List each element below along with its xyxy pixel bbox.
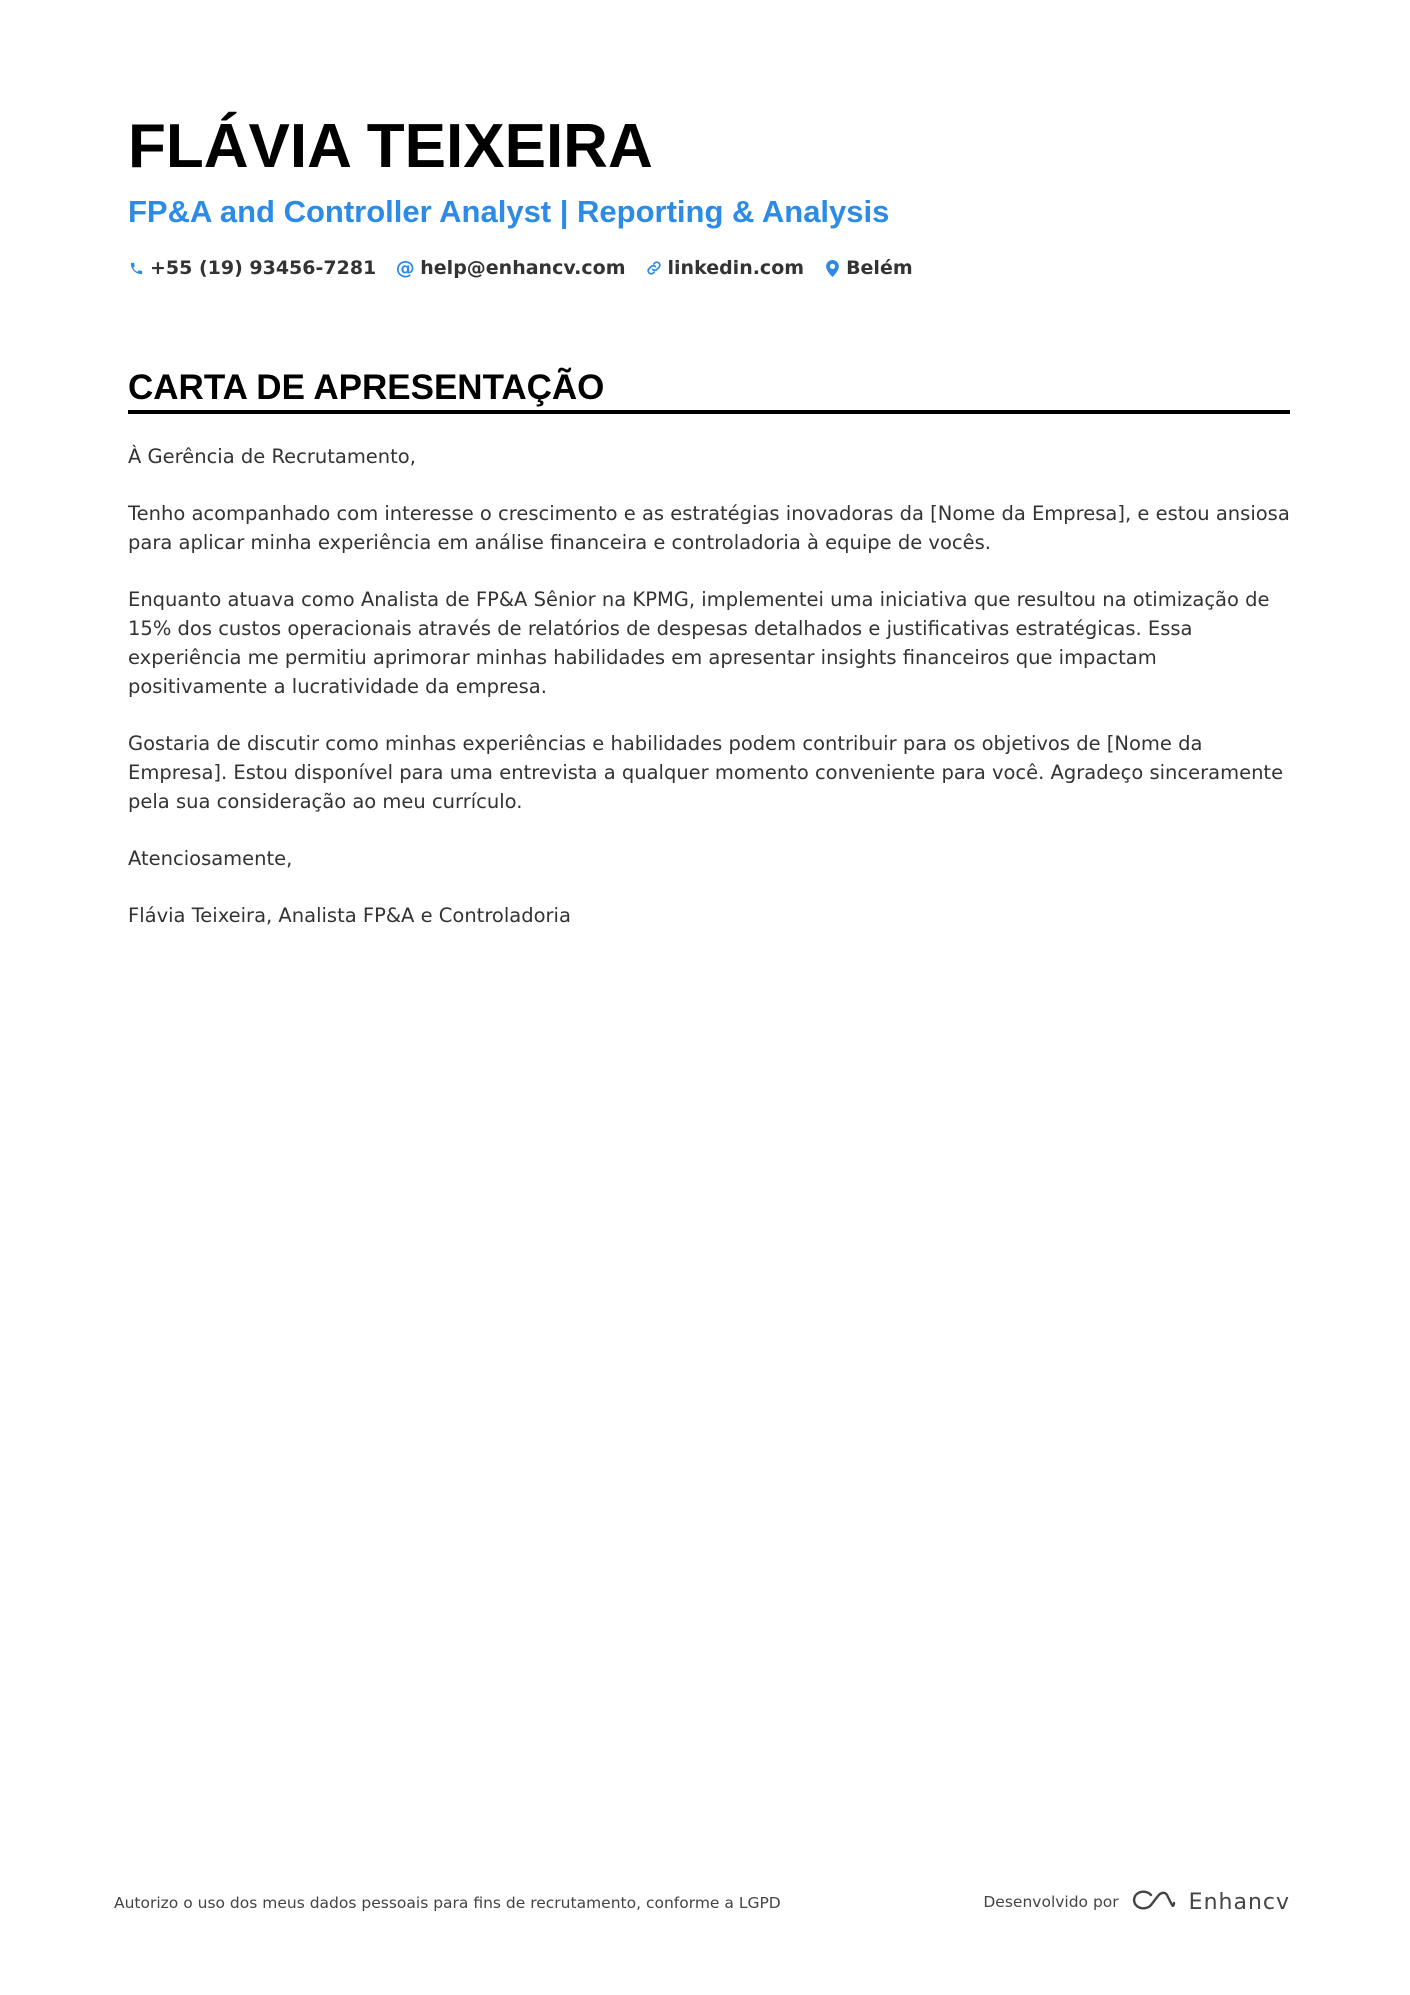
contact-info [128, 253, 913, 283]
enhancv-brand: Enhancv [1188, 1889, 1290, 1915]
letter-signature: Flávia Teixeira, Analista FP&A e Controladoria [128, 904, 571, 927]
candidate-headline: FP&A and Controller Analyst | Reporting & Analysis [128, 194, 890, 229]
letter-salutation: À Gerência de Recrutamento, [128, 445, 416, 468]
contact-email-text: help@enhancv.com [420, 257, 626, 279]
consent-note: Autorizo o uso dos meus dados pessoais para fins de recrutamento, conforme a LGPD [114, 1894, 781, 1912]
letter-paragraph: Gostaria de discutir como minhas experiências e habilidades podem contribuir para os objetivos de [Nome da Empresa]. Estou disponível para uma entrevista a qualquer momento conveniente para você. Agradeço sinceramente pela sua consideração ao meu currículo. [128, 732, 1284, 813]
letter-closing: Atenciosamente, [128, 847, 293, 870]
phone-icon [128, 258, 144, 278]
contact-phone-text: +55 (19) 93456-7281 [150, 257, 377, 279]
section-divider [128, 410, 1290, 414]
powered-by-label: Desenvolvido por [983, 1893, 1119, 1911]
contact-location [824, 257, 913, 279]
letter-paragraph: Enquanto atuava como Analista de FP&A Sênior na KPMG, implementei uma iniciativa que resultou na otimização de 15% dos custos operacionais através de relatórios de despesas detalhados e justificativas estratégicas. Essa experiência me permitiu aprimorar minhas habilidades em apresentar insights financeiros que impactam positivamente a lucratividade da empresa. [128, 588, 1270, 698]
candidate-name: FLÁVIA TEIXEIRA [128, 112, 653, 181]
enhancv-logo-icon [1131, 1888, 1177, 1916]
section-title: CARTA DE APRESENTAÇÃO [128, 368, 605, 407]
letter-body [128, 442, 1290, 958]
contact-email[interactable] [396, 257, 625, 279]
contact-linkedin[interactable] [646, 257, 805, 279]
link-icon [646, 258, 662, 278]
contact-phone[interactable] [128, 257, 376, 279]
contact-location-text: Belém [846, 257, 913, 279]
powered-by[interactable] [983, 1886, 1290, 1918]
contact-linkedin-text: linkedin.com [667, 257, 805, 279]
location-pin-icon [824, 258, 840, 278]
letter-paragraph: Tenho acompanhado com interesse o crescimento e as estratégias inovadoras da [Nome da Empresa], e estou ansiosa para aplicar minha experiência em análise financeira e controladoria à equipe de vocês. [128, 502, 1290, 554]
at-icon: @ [395, 257, 415, 279]
